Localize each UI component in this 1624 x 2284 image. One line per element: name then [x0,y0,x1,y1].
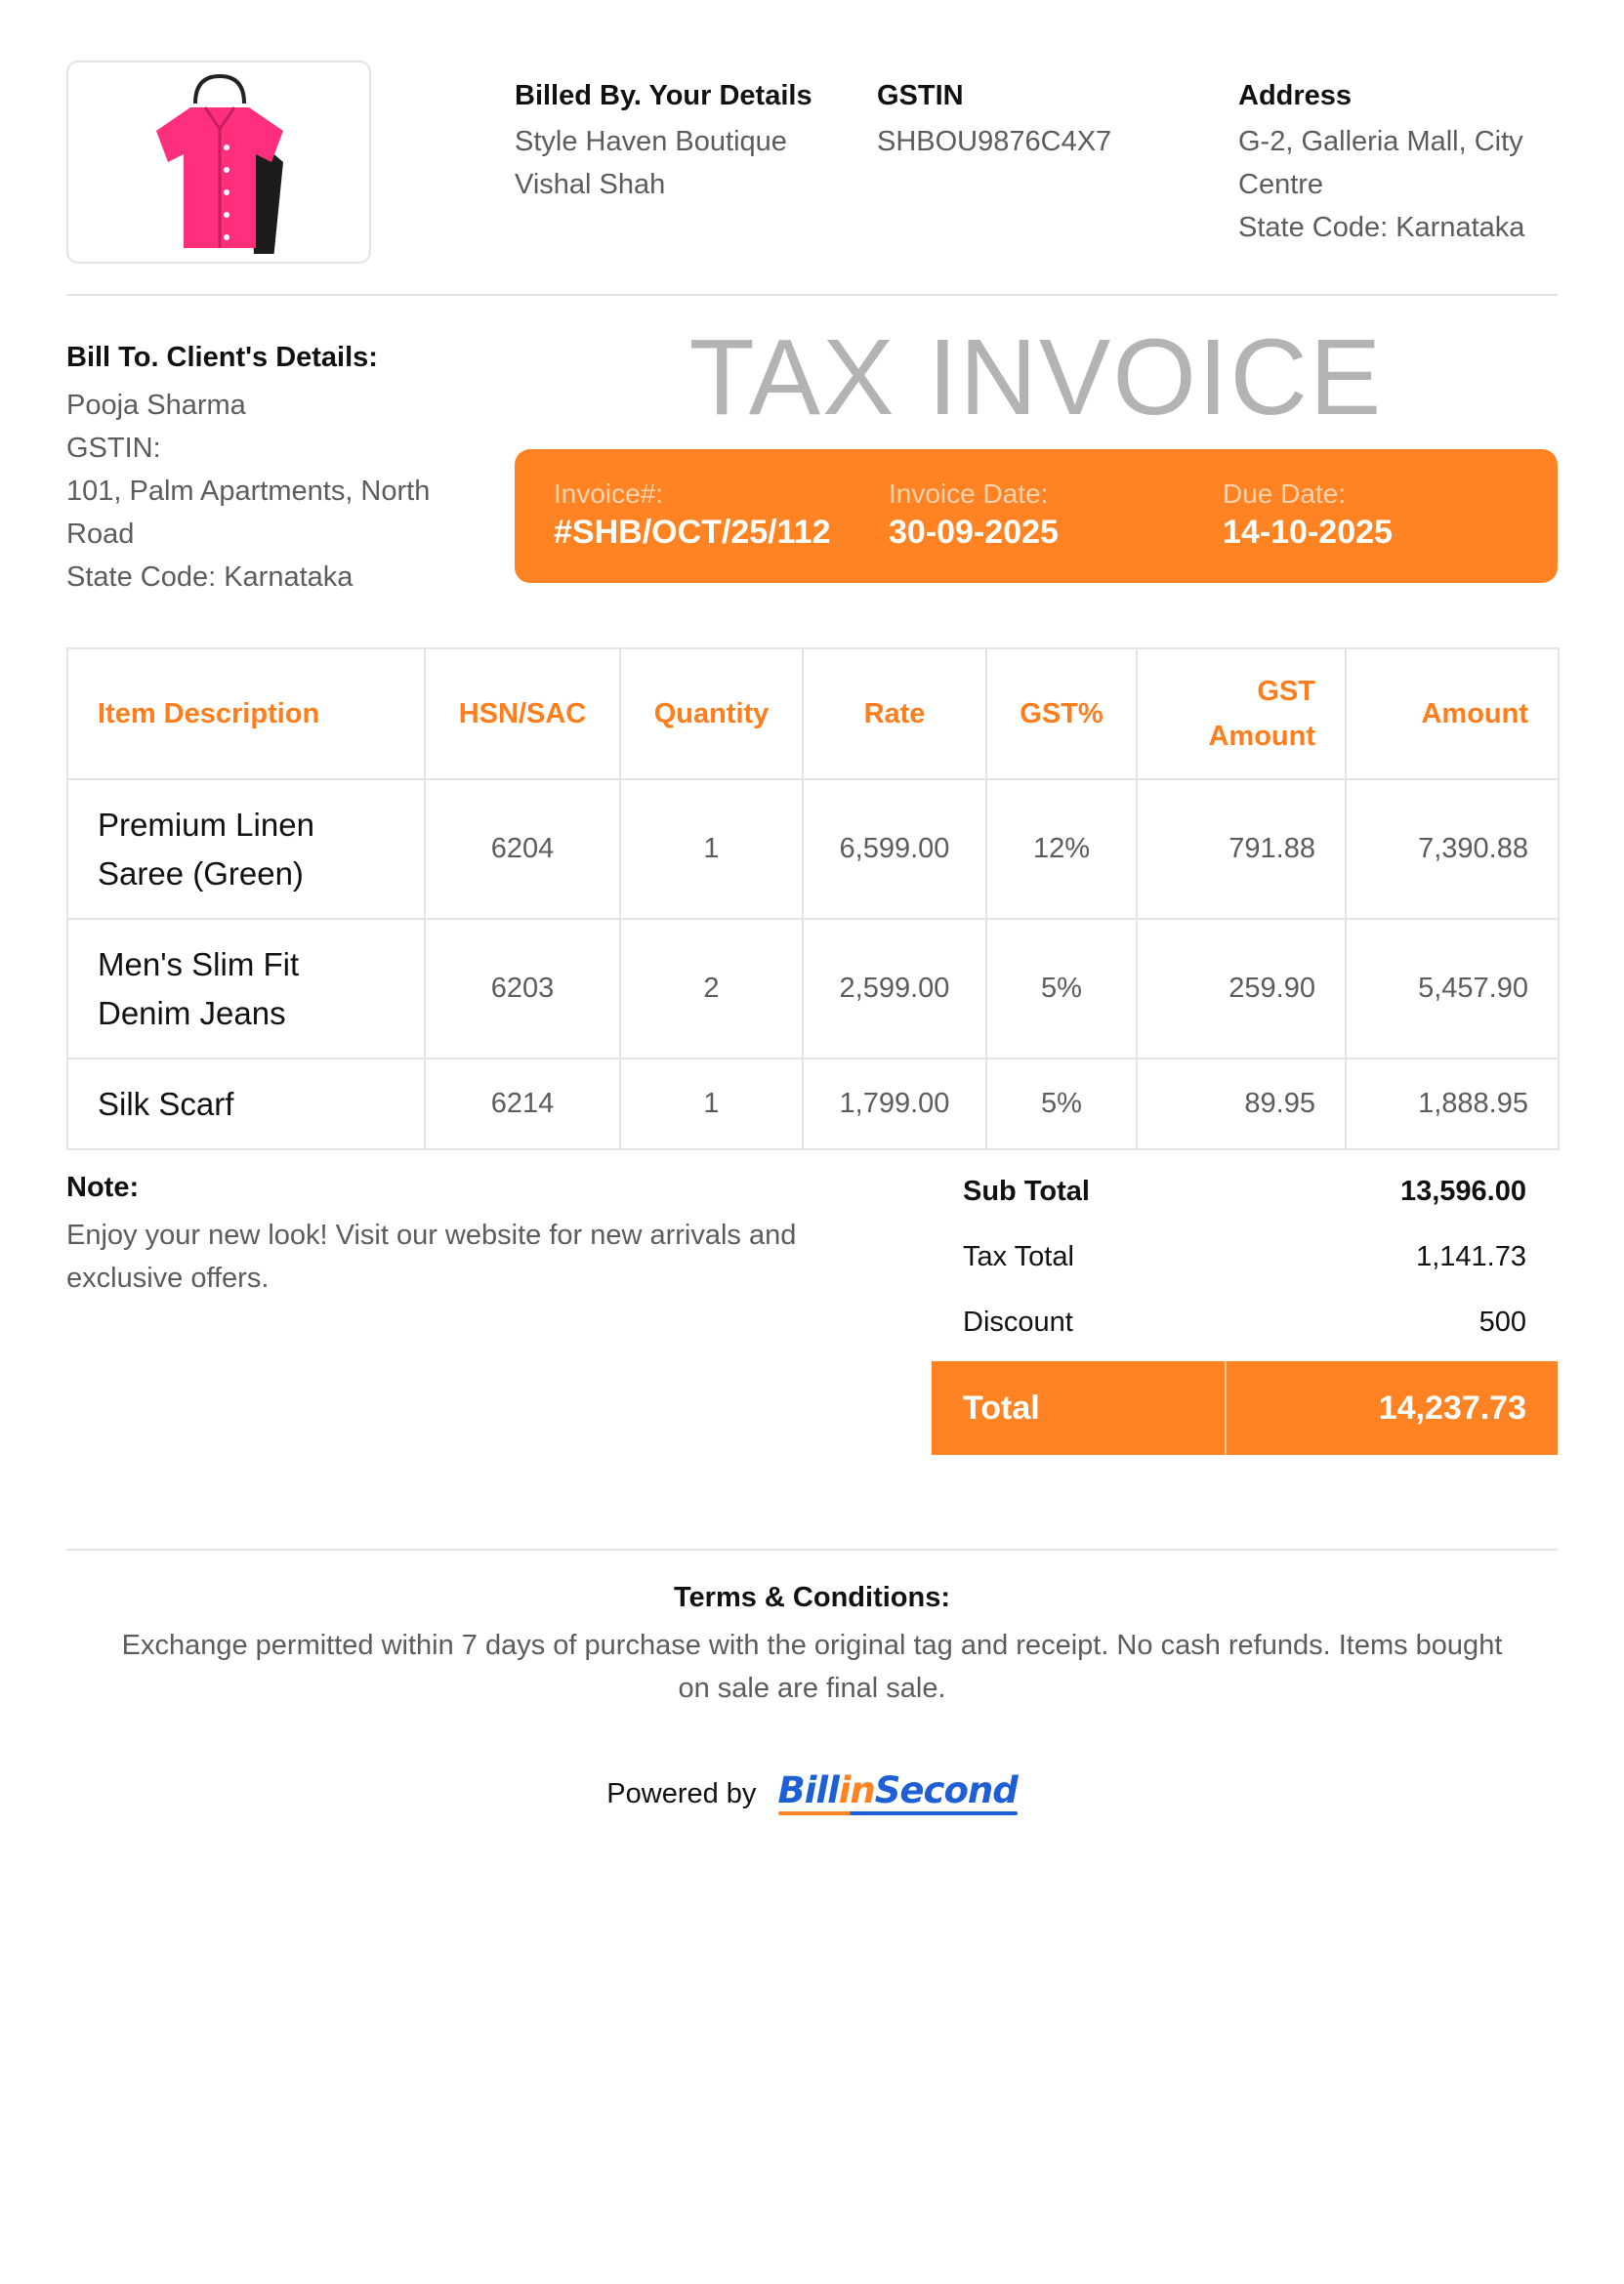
col-header-hsn: HSN/SAC [425,648,620,779]
client-block [66,342,496,599]
item-description [67,779,425,919]
tax-total-label: Tax Total [963,1241,1074,1272]
item-gst-percent: 5% [986,919,1137,1059]
discount-label: Discount [963,1307,1073,1338]
invoice-number-cell [554,478,830,552]
item-gst-percent: 12% [986,779,1137,919]
terms-label: Terms & Conditions: [673,1582,951,1613]
note-line2: exclusive offers. [66,1263,270,1294]
subtotal-row [932,1168,1558,1233]
address-block [1238,80,1570,249]
item-description-line1: Men's Slim Fit [98,945,300,982]
table-header-row [67,648,1559,779]
col-header-gst-percent: GST% [986,648,1137,779]
item-rate: 2,599.00 [803,919,986,1059]
table-row [67,919,1559,1059]
due-date: 14-10-2025 [1223,514,1393,551]
brand-part3: Second [874,1769,1018,1811]
item-description-line2: Denim Jeans [98,994,286,1031]
tax-total-row [932,1233,1558,1299]
gst-amount-header-line1: GST [1257,676,1315,707]
gstin-value: SHBOU9876C4X7 [877,126,1112,157]
client-state: State Code: Karnataka [66,561,354,593]
due-date-label: Due Date: [1223,478,1347,509]
note-line1: Enjoy your new look! Visit our website for new arrivals and [66,1220,797,1251]
invoice-number: #SHB/OCT/25/112 [554,514,831,551]
subtotal-value: 13,596.00 [1399,1176,1526,1207]
business-name: Style Haven Boutique [515,126,787,157]
billed-by-label: Billed By. Your Details [515,80,812,111]
terms-line2: on sale are final sale. [678,1673,946,1704]
item-hsn: 6203 [425,919,620,1059]
shirt-on-hanger-icon [137,74,303,254]
item-description-line1: Premium Linen [98,806,314,843]
footer-divider [66,1549,1558,1551]
invoice-title: TAX INVOICE [688,317,1384,437]
brand-underline [778,1811,1018,1815]
invoice-date-label: Invoice Date: [889,478,1049,509]
subtotal-label: Sub Total [963,1176,1090,1207]
item-description [67,919,425,1059]
item-description-line2: Saree (Green) [98,854,304,892]
note-block [66,1172,887,1300]
items-table [66,647,1560,1150]
invoice-date: 30-09-2025 [889,514,1059,551]
discount-value: 500 [1478,1307,1526,1338]
table-row [67,1059,1559,1149]
invoice-info-bar [515,449,1558,583]
item-rate: 1,799.00 [803,1059,986,1149]
address-state: State Code: Karnataka [1238,212,1525,243]
billed-by-block [515,80,837,206]
gstin-block [877,80,1199,163]
table-row [67,779,1559,919]
business-person: Vishal Shah [515,169,666,200]
totals-block [932,1168,1558,1427]
grand-total-label: Total [932,1361,1227,1455]
item-amount: 7,390.88 [1346,779,1559,919]
item-quantity: 1 [620,779,803,919]
grand-total-row [932,1361,1558,1455]
invoice-date-cell [889,478,1059,552]
item-rate: 6,599.00 [803,779,986,919]
tax-total-value: 1,141.73 [1416,1241,1526,1272]
col-header-description: Item Description [67,648,425,779]
brand-part2: in [838,1769,875,1811]
client-name: Pooja Sharma [66,390,246,421]
col-header-amount: Amount [1346,648,1559,779]
header-divider [66,294,1558,296]
item-description: Silk Scarf [67,1059,425,1149]
item-hsn: 6204 [425,779,620,919]
address-line1: G-2, Galleria Mall, City [1238,126,1523,157]
gstin-label: GSTIN [877,80,964,111]
item-gst-percent: 5% [986,1059,1137,1149]
note-label: Note: [66,1172,140,1203]
client-address-line1: 101, Palm Apartments, North [66,476,431,507]
item-amount: 1,888.95 [1346,1059,1559,1149]
powered-by [0,1769,1624,1811]
billinsecond-logo[interactable] [778,1769,1018,1811]
address-label: Address [1238,80,1353,111]
item-quantity: 1 [620,1059,803,1149]
brand-part1: Bill [777,1769,839,1811]
col-header-quantity: Quantity [620,648,803,779]
col-header-gst-amount [1137,648,1346,779]
col-header-rate: Rate [803,648,986,779]
client-gstin: GSTIN: [66,433,161,464]
invoice-number-label: Invoice#: [554,478,664,509]
item-gst-amount: 259.90 [1137,919,1346,1059]
address-line2: Centre [1238,169,1324,200]
item-quantity: 2 [620,919,803,1059]
terms-line1: Exchange permitted within 7 days of purchase with the original tag and receipt. No cash refunds. Items bought [121,1630,1503,1661]
discount-row [932,1299,1558,1364]
company-logo [66,61,371,264]
gst-amount-header-line2: Amount [1208,721,1315,752]
client-address-line2: Road [66,519,135,550]
powered-by-label: Powered by [606,1778,757,1809]
grand-total-value: 14,237.73 [1227,1361,1558,1455]
item-gst-amount: 791.88 [1137,779,1346,919]
item-gst-amount: 89.95 [1137,1059,1346,1149]
due-date-cell [1223,478,1393,552]
item-hsn: 6214 [425,1059,620,1149]
terms-block [66,1582,1558,1710]
item-amount: 5,457.90 [1346,919,1559,1059]
client-label: Bill To. Client's Details: [66,342,378,373]
